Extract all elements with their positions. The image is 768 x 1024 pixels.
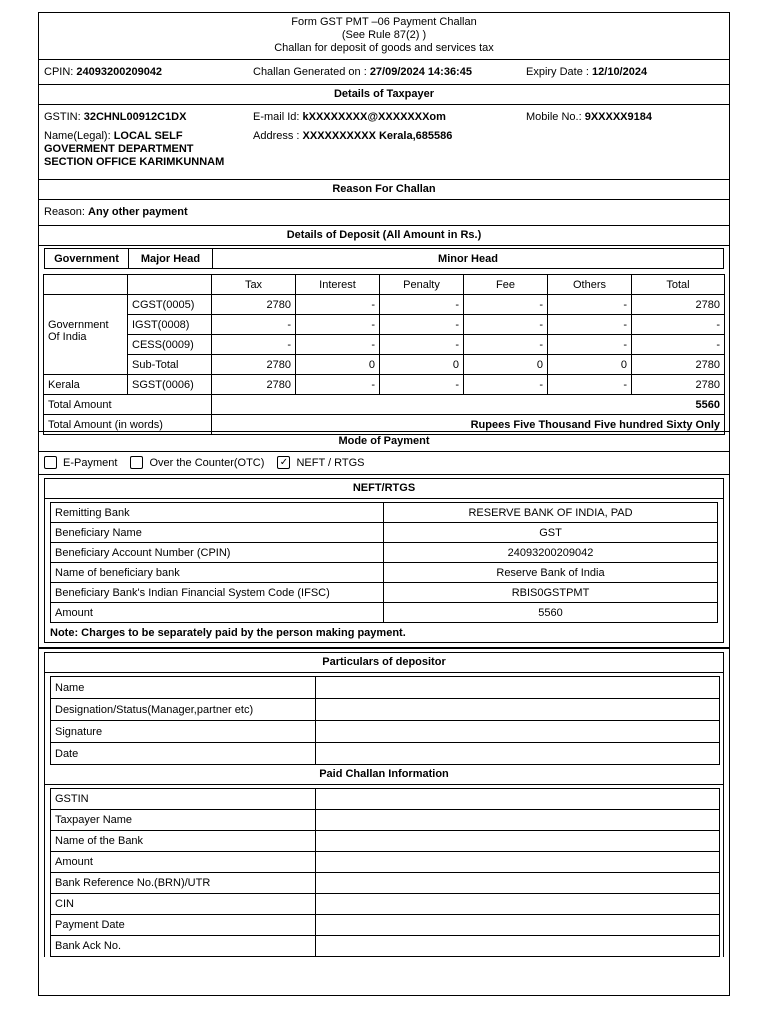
expiry-date: Expiry Date : 12/10/2024 — [526, 66, 648, 78]
gstin: GSTIN: 32CHNL00912C1DX — [44, 111, 187, 123]
option-e-payment[interactable]: E-Payment — [44, 457, 117, 469]
e-payment-checkbox[interactable] — [44, 456, 57, 469]
depositor-section-title: Particulars of depositor — [45, 653, 723, 673]
reason: Reason: Any other payment — [44, 206, 188, 218]
email: E-mail Id: kXXXXXXXX@XXXXXXXom — [253, 111, 446, 123]
total-amount-value: 5560 — [212, 395, 725, 415]
table-row: Signature — [51, 721, 720, 743]
deposit-column-row — [44, 275, 725, 295]
col-fee: Fee — [464, 275, 548, 295]
depositor-date-field[interactable] — [316, 743, 720, 765]
neft-note: Note: Charges to be separately paid by the person making payment. — [50, 627, 406, 639]
option-neft-rtgs[interactable]: ✓ NEFT / RTGS — [277, 457, 364, 469]
amount-in-words-label: Total Amount (in words) — [44, 415, 212, 435]
lower-box — [44, 652, 724, 957]
table-row: Amount — [51, 852, 720, 873]
taxpayer-section-title: Details of Taxpayer — [39, 85, 729, 105]
form-subtitle: Challan for deposit of goods and services tax — [274, 42, 494, 54]
col-others: Others — [548, 275, 632, 295]
table-row: Payment Date — [51, 915, 720, 936]
table-row: Bank Reference No.(BRN)/UTR — [51, 873, 720, 894]
form-rule: (See Rule 87(2) ) — [341, 29, 427, 41]
table-row: Beneficiary Name GST — [51, 523, 718, 543]
neft-box — [44, 478, 724, 643]
neft-section-title: NEFT/RTGS — [45, 479, 723, 499]
otc-checkbox[interactable] — [130, 456, 143, 469]
cpin: CPIN: 24093200209042 — [44, 66, 163, 78]
depositor-name-field[interactable] — [316, 677, 720, 699]
neft-table — [50, 502, 718, 623]
reason-row — [39, 200, 729, 226]
challan-info-row — [39, 60, 729, 85]
form-title: Form GST PMT –06 Payment Challan — [291, 16, 477, 28]
challan-generated: Challan Generated on : 27/09/2024 14:36:45 — [253, 66, 472, 78]
government-of-india: Government Of India — [44, 295, 128, 375]
col-interest: Interest — [296, 275, 380, 295]
mobile: Mobile No.: 9XXXXX9184 — [526, 111, 652, 123]
table-row: Amount 5560 — [51, 603, 718, 623]
table-row: Remitting Bank RESERVE BANK OF INDIA, PAD — [51, 503, 718, 523]
col-penalty: Penalty — [380, 275, 464, 295]
head-major: Major Head — [129, 249, 213, 269]
table-row: Name of the Bank — [51, 831, 720, 852]
option-otc[interactable]: Over the Counter(OTC) — [130, 457, 264, 469]
legal-name: Name(Legal): LOCAL SELF GOVERMENT DEPARTMENT SECTION OFFICE KARIMKUNNAM — [44, 130, 225, 168]
form-header — [39, 13, 729, 60]
table-row: Designation/Status(Manager,partner etc) — [51, 699, 720, 721]
mode-options — [39, 452, 729, 475]
deposit-head-table — [44, 248, 724, 269]
head-government: Government — [45, 249, 129, 269]
taxpayer-details — [39, 105, 729, 180]
amount-in-words-value: Rupees Five Thousand Five hundred Sixty Only — [212, 415, 725, 435]
table-row: Kerala SGST(0006) 2780 - - - - 2780 — [44, 375, 725, 395]
reason-section-title: Reason For Challan — [39, 180, 729, 200]
table-row: CIN — [51, 894, 720, 915]
total-amount-row — [44, 395, 725, 415]
table-row: Beneficiary Account Number (CPIN) 24093200209042 — [51, 543, 718, 563]
address: Address : XXXXXXXXXX Kerala,685586 — [253, 130, 453, 142]
table-row: Government Of India CGST(0005) 2780 - - - - 2780 — [44, 295, 725, 315]
paid-table — [50, 788, 720, 957]
deposit-table — [43, 274, 725, 435]
col-total: Total — [632, 275, 725, 295]
table-row: GSTIN — [51, 789, 720, 810]
deposit-section-title: Details of Deposit (All Amount in Rs.) — [39, 226, 729, 246]
table-row: Bank Ack No. — [51, 936, 720, 957]
table-row: CESS(0009) - - - - - - — [44, 335, 725, 355]
challan-form — [38, 12, 730, 996]
neft-block — [39, 475, 729, 649]
table-row: Name — [51, 677, 720, 699]
col-tax: Tax — [212, 275, 296, 295]
table-row: Taxpayer Name — [51, 810, 720, 831]
mode-section-title: Mode of Payment — [39, 432, 729, 452]
depositor-signature-field[interactable] — [316, 721, 720, 743]
table-row: IGST(0008) - - - - - - — [44, 315, 725, 335]
table-row: Beneficiary Bank's Indian Financial System Code (IFSC) RBIS0GSTPMT — [51, 583, 718, 603]
head-minor: Minor Head — [213, 249, 724, 269]
total-amount-label: Total Amount — [44, 395, 212, 415]
lower-block — [39, 649, 729, 957]
table-row: Name of beneficiary bank Reserve Bank of India — [51, 563, 718, 583]
depositor-table — [50, 676, 720, 765]
neft-rtgs-checkbox[interactable]: ✓ — [277, 456, 290, 469]
table-row: Date — [51, 743, 720, 765]
table-row: Sub-Total 2780 0 0 0 0 2780 — [44, 355, 725, 375]
deposit-block — [39, 246, 729, 432]
paid-section-title: Paid Challan Information — [45, 765, 723, 785]
depositor-designation-field[interactable] — [316, 699, 720, 721]
